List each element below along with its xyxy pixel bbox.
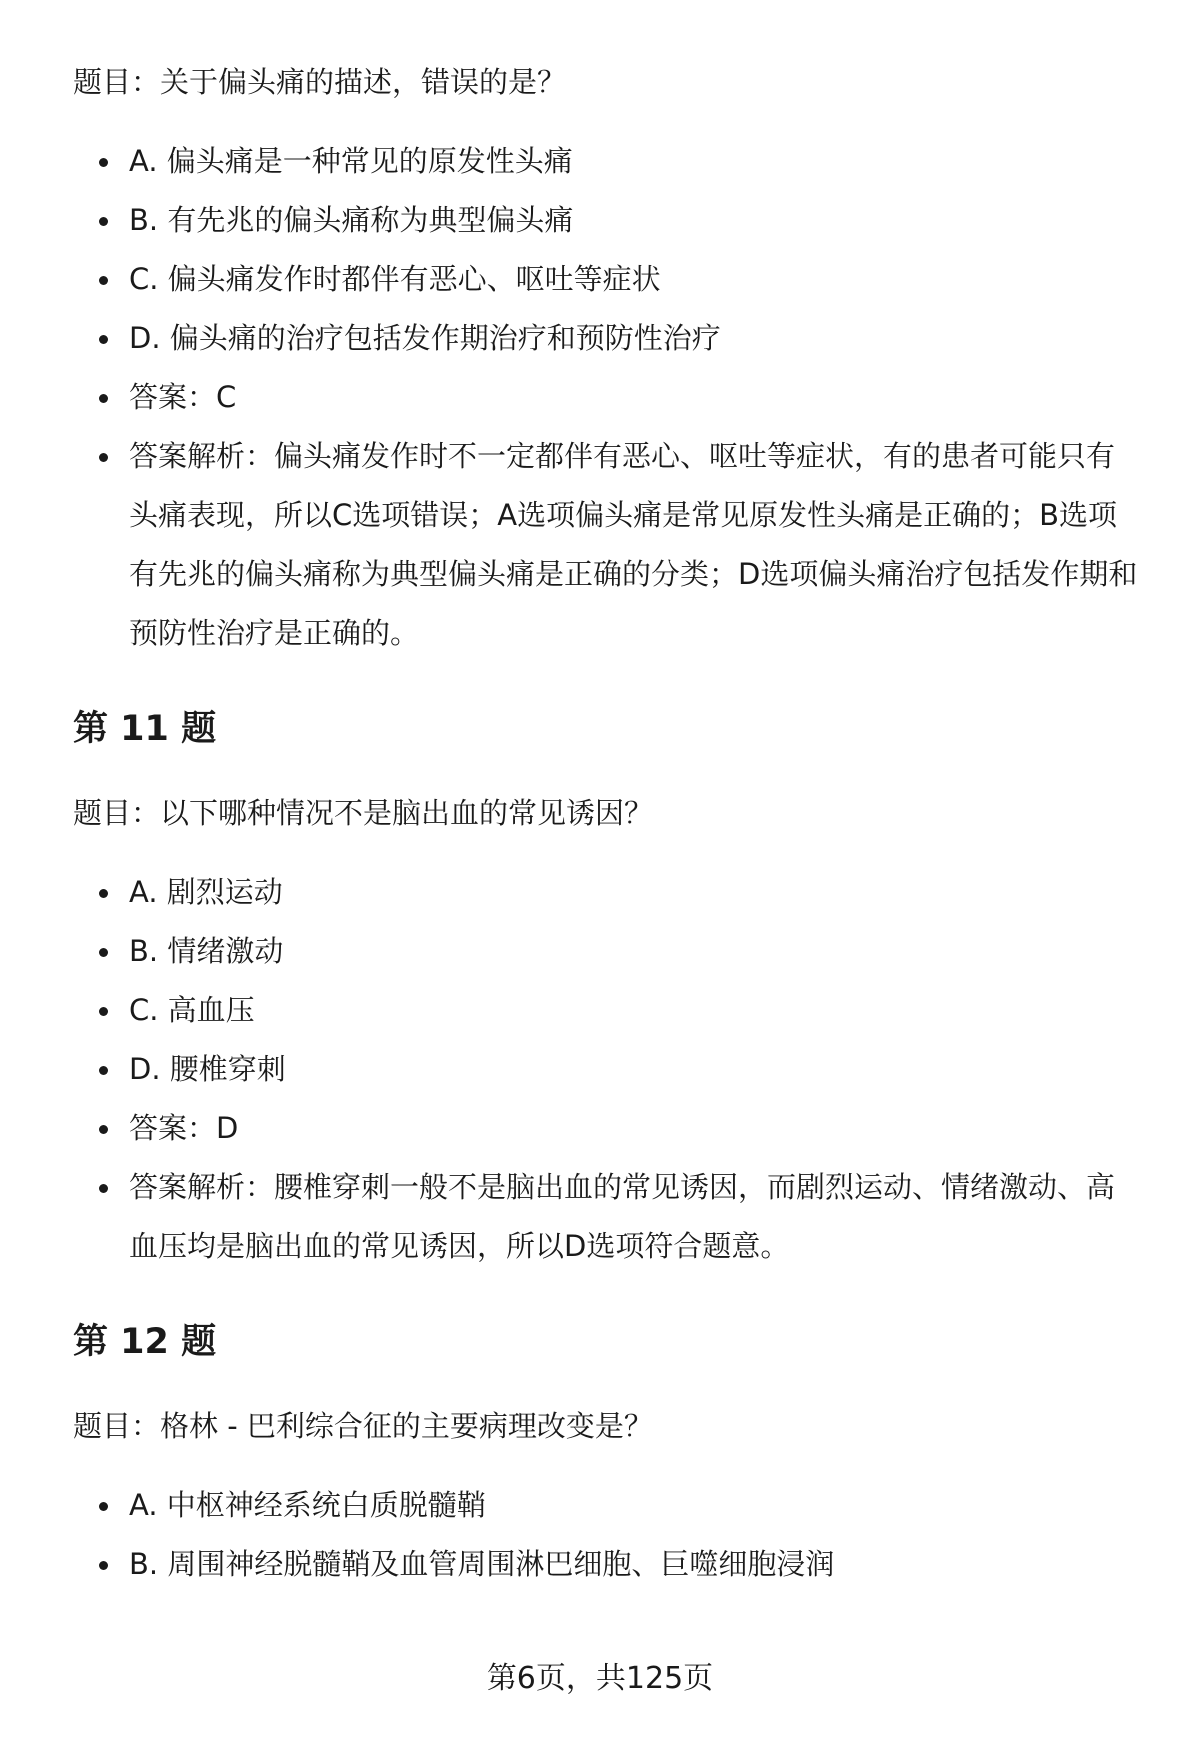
bullet-icon <box>99 1184 108 1193</box>
explanation-text: 答案解析：腰椎穿刺一般不是脑出血的常见诱因，而剧烈运动、情绪激动、高血压均是脑出血的常见诱因，所以D选项符合题意。 <box>129 1170 1116 1263</box>
bullet-icon <box>99 889 108 898</box>
bullet-icon <box>99 1007 108 1016</box>
option-text: C. 偏头痛发作时都伴有恶心、呕吐等症状 <box>129 262 661 296</box>
list-item <box>73 981 1140 1040</box>
option-text: A. 偏头痛是一种常见的原发性头痛 <box>129 144 573 178</box>
answer-item <box>73 368 1140 427</box>
list-item <box>73 250 1140 309</box>
option-list <box>73 132 1140 663</box>
explanation-item <box>73 427 1140 663</box>
question-heading: 第 12 题 <box>73 1322 217 1362</box>
option-text: B. 有先兆的偏头痛称为典型偏头痛 <box>129 203 574 237</box>
bullet-icon <box>99 335 108 344</box>
list-item <box>73 1535 1140 1594</box>
bullet-icon <box>99 453 108 462</box>
option-text: D. 偏头痛的治疗包括发作期治疗和预防性治疗 <box>129 321 721 355</box>
bullet-icon <box>99 1066 108 1075</box>
bullet-icon <box>99 217 108 226</box>
list-item <box>73 191 1140 250</box>
answer-text: 答案：D <box>129 1111 239 1145</box>
bullet-icon <box>99 1125 108 1134</box>
question-text: 题目：格林 - 巴利综合征的主要病理改变是？ <box>73 1409 653 1443</box>
page-number: 第6页，共125页 <box>486 1661 714 1696</box>
question-text: 题目：以下哪种情况不是脑出血的常见诱因？ <box>73 796 654 830</box>
option-list <box>73 1476 1140 1594</box>
list-item <box>73 1476 1140 1535</box>
question-heading: 第 11 题 <box>73 709 217 749</box>
bullet-icon <box>99 1561 108 1570</box>
option-list <box>73 863 1140 1276</box>
option-text: C. 高血压 <box>129 993 255 1027</box>
bullet-icon <box>99 1502 108 1511</box>
option-text: B. 周围神经脱髓鞘及血管周围淋巴细胞、巨噬细胞浸润 <box>129 1547 835 1581</box>
list-item <box>73 1040 1140 1099</box>
option-text: B. 情绪激动 <box>129 934 284 968</box>
answer-item <box>73 1099 1140 1158</box>
option-text: A. 剧烈运动 <box>129 875 283 909</box>
bullet-icon <box>99 158 108 167</box>
option-text: D. 腰椎穿刺 <box>129 1052 286 1086</box>
bullet-icon <box>99 394 108 403</box>
option-text: A. 中枢神经系统白质脱髓鞘 <box>129 1488 486 1522</box>
answer-text: 答案：C <box>129 380 237 414</box>
explanation-item <box>73 1158 1140 1276</box>
bullet-icon <box>99 276 108 285</box>
question-text: 题目：关于偏头痛的描述，错误的是？ <box>73 65 567 99</box>
list-item <box>73 863 1140 922</box>
list-item <box>73 309 1140 368</box>
explanation-text: 答案解析：偏头痛发作时不一定都伴有恶心、呕吐等症状，有的患者可能只有头痛表现，所以C选项错误；A选项偏头痛是常见原发性头痛是正确的；B选项有先兆的偏头痛称为典型偏头痛是正确的分类；D选项偏头痛治疗包括发作期和预防性治疗是正确的。 <box>129 439 1138 650</box>
bullet-icon <box>99 948 108 957</box>
list-item <box>73 922 1140 981</box>
list-item <box>73 132 1140 191</box>
